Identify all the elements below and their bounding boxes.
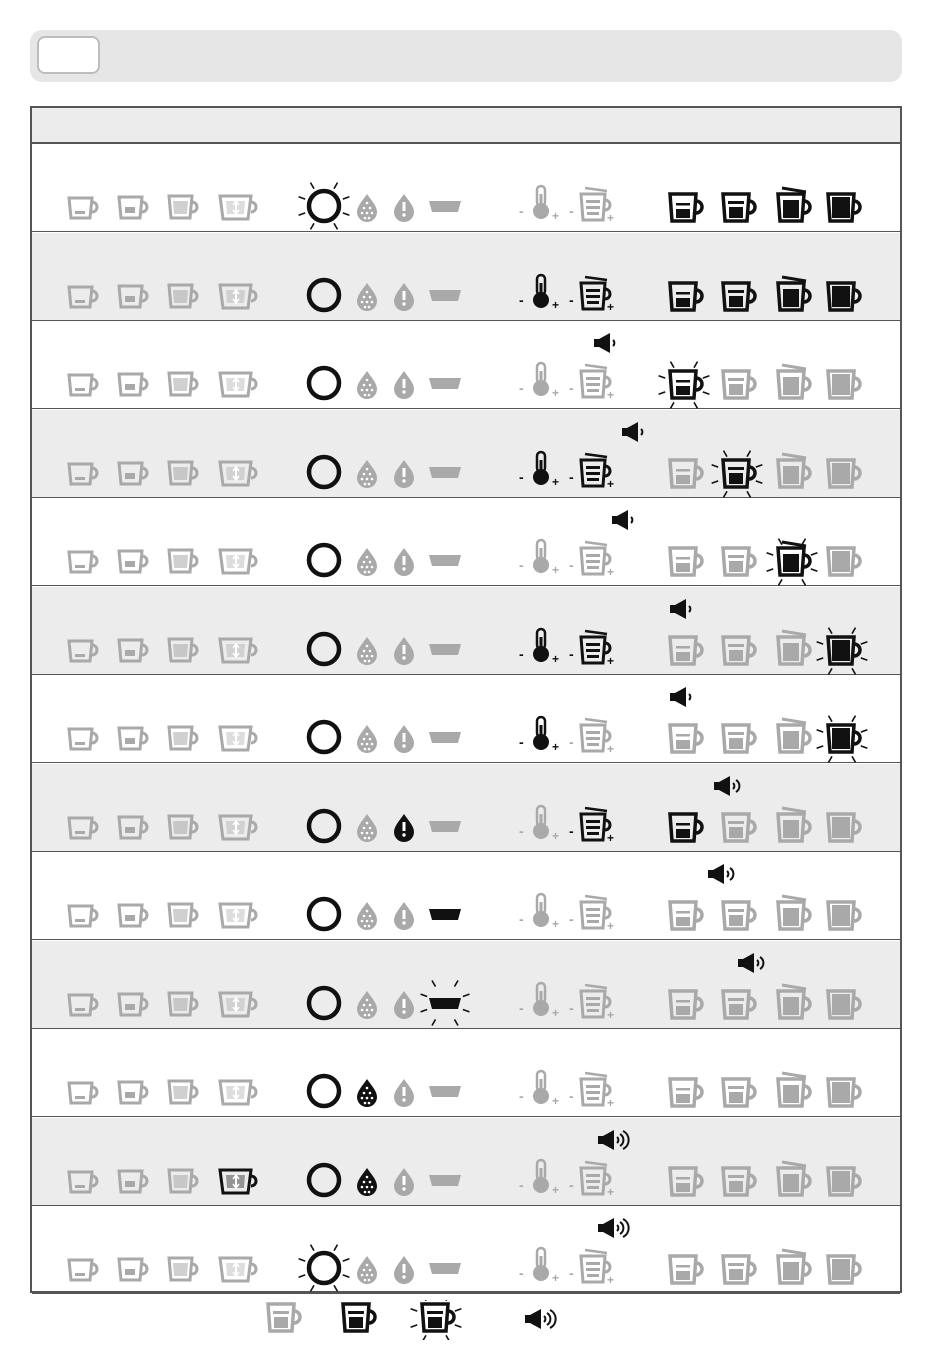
sound-icon: [622, 422, 642, 442]
table-row: [32, 498, 900, 586]
header-bar: [30, 30, 902, 82]
power-ring-icon: [309, 1165, 339, 1195]
cup-adjustable-icon: [220, 373, 256, 396]
cup-large-icon: [169, 196, 197, 218]
row-indicators: [32, 410, 900, 498]
coffee-level-3-icon: [778, 1162, 810, 1195]
power-ring-icon: [309, 988, 339, 1018]
temperature-icon: [519, 629, 559, 666]
water-alert-icon: [394, 814, 414, 842]
indicator-table: [30, 106, 902, 1293]
svg-text:+: +: [607, 388, 615, 402]
strength-icon: [569, 985, 614, 1022]
sound-icon: [738, 953, 763, 973]
cup-adjustable-icon: [220, 639, 256, 662]
coffee-level-2-icon: [723, 548, 755, 575]
cup-large-icon: [169, 1081, 197, 1103]
water-alert-icon: [394, 283, 414, 311]
cup-adjustable-icon: [220, 1170, 256, 1193]
svg-text:+: +: [552, 828, 560, 843]
coffee-level-1-icon: [670, 1079, 702, 1106]
descale-drop-icon: [357, 1079, 377, 1107]
svg-text:+: +: [552, 1182, 560, 1197]
coffee-level-3-icon: [778, 454, 810, 487]
legend-on-icon: [343, 1304, 375, 1331]
svg-text:+: +: [552, 1271, 560, 1285]
strength-icon: [569, 188, 614, 225]
strength-icon: [569, 631, 614, 668]
coffee-level-2-icon: [723, 1079, 755, 1106]
coffee-level-3-icon: [778, 1250, 810, 1283]
power-ring-icon: [299, 1245, 350, 1292]
coffee-level-4-icon: [828, 991, 860, 1018]
svg-text:-: -: [569, 291, 574, 308]
svg-text:-: -: [519, 822, 524, 839]
coffee-level-1-icon: [670, 460, 702, 487]
svg-text:-: -: [569, 1088, 574, 1104]
drip-tray-icon: [429, 378, 461, 389]
coffee-level-1-icon: [670, 902, 702, 929]
table-row: [32, 1206, 900, 1294]
coffee-level-4-icon: [817, 716, 868, 763]
cup-medium-icon: [119, 1259, 147, 1280]
strength-icon: [569, 454, 614, 491]
cup-medium-icon: [119, 1171, 147, 1192]
descale-drop-icon: [357, 283, 377, 311]
descale-drop-icon: [357, 725, 377, 753]
water-alert-icon: [394, 637, 414, 665]
svg-text:+: +: [607, 1096, 615, 1110]
legend: [0, 1300, 950, 1340]
svg-text:+: +: [607, 653, 615, 668]
cup-small-icon: [69, 1260, 97, 1280]
svg-text:+: +: [552, 1094, 560, 1108]
cup-small-icon: [69, 464, 97, 484]
svg-text:-: -: [569, 645, 574, 662]
strength-icon: [569, 1162, 614, 1199]
temperature-icon: [519, 1071, 559, 1108]
svg-text:-: -: [519, 468, 524, 485]
coffee-level-4-icon: [828, 371, 860, 398]
temperature-icon: [519, 452, 559, 489]
sound-icon: [598, 1218, 629, 1238]
row-indicators: [32, 233, 900, 321]
cup-medium-icon: [119, 1082, 147, 1103]
coffee-level-4-icon: [828, 1256, 860, 1283]
cup-large-icon: [169, 639, 197, 661]
row-indicators: [32, 675, 900, 763]
drip-tray-icon: [429, 1086, 461, 1097]
table-row: [32, 410, 900, 498]
cup-large-icon: [169, 1170, 197, 1192]
svg-text:+: +: [552, 740, 560, 754]
coffee-level-1-icon: [670, 814, 702, 841]
water-alert-icon: [394, 1256, 414, 1284]
cup-medium-icon: [119, 994, 147, 1015]
coffee-level-1-icon: [670, 1256, 702, 1283]
svg-text:-: -: [519, 1176, 524, 1193]
table-row: [32, 144, 900, 232]
power-ring-icon: [309, 1076, 339, 1106]
strength-icon: [569, 896, 614, 933]
drip-tray-icon: [429, 467, 461, 478]
drip-tray-icon: [429, 1263, 461, 1274]
cup-small-icon: [69, 995, 97, 1015]
svg-text:-: -: [569, 734, 574, 750]
coffee-level-4-icon: [828, 194, 860, 221]
svg-text:-: -: [569, 557, 574, 573]
row-indicators: [32, 587, 900, 675]
coffee-level-2-icon: [723, 371, 755, 398]
coffee-level-3-icon: [778, 808, 810, 841]
temperature-icon: [519, 186, 559, 223]
cup-small-icon: [69, 818, 97, 838]
water-alert-icon: [394, 371, 414, 399]
coffee-level-3-icon: [778, 985, 810, 1018]
svg-text:+: +: [607, 1007, 615, 1022]
coffee-level-3-icon: [778, 188, 810, 221]
coffee-level-1-icon: [670, 194, 702, 221]
coffee-level-4-icon: [828, 460, 860, 487]
coffee-level-4-icon: [828, 1079, 860, 1106]
table-row: [32, 587, 900, 675]
legend-blink-icon: [411, 1300, 462, 1340]
svg-text:+: +: [607, 299, 615, 314]
cup-medium-icon: [119, 463, 147, 484]
strength-icon: [569, 1073, 614, 1110]
temperature-icon: [519, 275, 559, 312]
coffee-level-1-icon: [670, 991, 702, 1018]
svg-text:+: +: [552, 1005, 560, 1020]
svg-text:+: +: [607, 476, 615, 491]
temperature-icon: [519, 1248, 559, 1285]
svg-text:-: -: [569, 1265, 574, 1281]
coffee-level-3-icon: [778, 631, 810, 664]
cup-large-icon: [169, 993, 197, 1015]
svg-text:+: +: [607, 1184, 615, 1199]
cup-small-icon: [69, 1083, 97, 1103]
svg-text:-: -: [519, 999, 524, 1016]
drip-tray-icon: [429, 909, 461, 920]
cup-small-icon: [69, 552, 97, 572]
cup-small-icon: [69, 641, 97, 661]
power-ring-icon: [309, 545, 339, 575]
svg-text:+: +: [552, 563, 560, 577]
drip-tray-icon: [429, 290, 461, 301]
coffee-level-2-icon: [723, 902, 755, 929]
svg-text:-: -: [569, 1176, 574, 1193]
coffee-level-1-icon: [670, 548, 702, 575]
coffee-level-4-icon: [817, 627, 868, 674]
descale-drop-icon: [357, 371, 377, 399]
coffee-level-2-icon: [723, 725, 755, 752]
cup-large-icon: [169, 462, 197, 484]
cup-adjustable-icon: [220, 550, 256, 573]
table-row: [32, 941, 900, 1029]
cup-medium-icon: [119, 640, 147, 661]
table-row: [32, 675, 900, 763]
svg-text:-: -: [519, 291, 524, 308]
svg-text:+: +: [607, 919, 615, 933]
power-ring-icon: [309, 634, 339, 664]
cup-medium-icon: [119, 728, 147, 749]
legend-sound-icon: [525, 1309, 556, 1329]
row-indicators: [32, 321, 900, 409]
temperature-icon: [519, 806, 559, 843]
cup-large-icon: [169, 816, 197, 838]
power-ring-icon: [309, 899, 339, 929]
sound-icon: [594, 333, 614, 353]
svg-text:-: -: [519, 911, 524, 927]
coffee-level-3-icon: [767, 539, 818, 586]
sound-icon: [670, 687, 690, 707]
svg-text:+: +: [607, 1273, 615, 1287]
svg-text:-: -: [519, 734, 524, 750]
coffee-level-1-icon: [670, 1168, 702, 1195]
table-row: [32, 1029, 900, 1117]
svg-text:-: -: [569, 203, 574, 219]
coffee-level-2-icon: [723, 991, 755, 1018]
svg-text:+: +: [552, 209, 560, 223]
table-row: [32, 233, 900, 321]
water-alert-icon: [394, 1168, 414, 1196]
coffee-level-4-icon: [828, 283, 860, 310]
cup-small-icon: [69, 1172, 97, 1192]
power-ring-icon: [309, 722, 339, 752]
cup-large-icon: [169, 727, 197, 749]
coffee-level-3-icon: [778, 896, 810, 929]
coffee-level-1-icon: [670, 725, 702, 752]
drip-tray-icon: [429, 201, 461, 212]
water-alert-icon: [394, 902, 414, 930]
drip-tray-icon: [429, 644, 461, 655]
cup-large-icon: [169, 550, 197, 572]
cup-adjustable-icon: [220, 462, 256, 485]
coffee-level-4-icon: [828, 548, 860, 575]
temperature-icon: [519, 983, 559, 1020]
coffee-level-2-icon: [723, 194, 755, 221]
svg-text:-: -: [569, 468, 574, 485]
sound-icon: [598, 1130, 629, 1150]
temperature-icon: [519, 717, 559, 754]
cup-large-icon: [169, 373, 197, 395]
svg-text:-: -: [569, 911, 574, 927]
cup-adjustable-icon: [220, 904, 256, 927]
coffee-level-1-icon: [659, 362, 710, 409]
svg-text:+: +: [607, 830, 615, 845]
temperature-icon: [519, 1160, 559, 1197]
row-indicators: [32, 1029, 900, 1117]
cup-adjustable-icon: [220, 1081, 256, 1104]
power-ring-icon: [299, 183, 350, 230]
svg-text:-: -: [519, 557, 524, 573]
strength-icon: [569, 365, 614, 402]
water-alert-icon: [394, 725, 414, 753]
sound-icon: [708, 864, 733, 884]
strength-icon: [569, 719, 614, 756]
cup-adjustable-icon: [220, 816, 256, 839]
drip-tray-icon: [429, 555, 461, 566]
svg-text:-: -: [519, 645, 524, 662]
svg-text:+: +: [607, 211, 615, 225]
table-row: [32, 321, 900, 409]
strength-icon: [569, 542, 614, 579]
descale-drop-icon: [357, 814, 377, 842]
coffee-level-2-icon: [723, 1168, 755, 1195]
power-ring-icon: [309, 811, 339, 841]
cup-small-icon: [69, 729, 97, 749]
descale-drop-icon: [357, 902, 377, 930]
svg-text:+: +: [552, 651, 560, 666]
legend-off-icon: [268, 1304, 300, 1331]
coffee-level-4-icon: [828, 814, 860, 841]
descale-drop-icon: [357, 1256, 377, 1284]
coffee-level-3-icon: [778, 277, 810, 310]
table-header: [32, 108, 900, 144]
svg-text:+: +: [552, 297, 560, 312]
water-alert-icon: [394, 991, 414, 1019]
svg-text:-: -: [519, 203, 524, 219]
cup-adjustable-icon: [220, 196, 256, 219]
cup-adjustable-icon: [220, 285, 256, 308]
coffee-level-2-icon: [712, 450, 763, 497]
cup-medium-icon: [119, 197, 147, 218]
svg-text:-: -: [519, 380, 524, 396]
descale-drop-icon: [357, 637, 377, 665]
cup-medium-icon: [119, 286, 147, 307]
drip-tray-icon: [429, 732, 461, 743]
cup-adjustable-icon: [220, 727, 256, 750]
table-row: [32, 764, 900, 852]
coffee-level-4-icon: [828, 902, 860, 929]
legend-graphic: [0, 1300, 950, 1340]
descale-drop-icon: [357, 1168, 377, 1196]
row-indicators: [32, 144, 900, 232]
strength-icon: [569, 1250, 614, 1287]
power-ring-icon: [309, 368, 339, 398]
svg-text:+: +: [552, 917, 560, 931]
cup-adjustable-icon: [220, 1258, 256, 1281]
coffee-level-3-icon: [778, 719, 810, 752]
row-indicators: [32, 764, 900, 852]
svg-text:+: +: [607, 742, 615, 756]
row-indicators: [32, 1206, 900, 1294]
svg-text:+: +: [552, 474, 560, 489]
drip-tray-icon: [429, 821, 461, 832]
descale-drop-icon: [357, 460, 377, 488]
cup-small-icon: [69, 375, 97, 395]
table-row: [32, 852, 900, 940]
svg-text:-: -: [519, 1088, 524, 1104]
descale-drop-icon: [357, 548, 377, 576]
power-ring-icon: [309, 280, 339, 310]
svg-text:+: +: [607, 565, 615, 579]
cup-small-icon: [69, 906, 97, 926]
cup-small-icon: [69, 198, 97, 218]
sound-icon: [670, 599, 690, 619]
coffee-level-1-icon: [670, 637, 702, 664]
sound-icon: [612, 510, 632, 530]
water-alert-icon: [394, 548, 414, 576]
svg-text:-: -: [569, 999, 574, 1016]
cup-large-icon: [169, 904, 197, 926]
power-ring-icon: [309, 457, 339, 487]
svg-text:+: +: [552, 386, 560, 400]
sound-icon: [714, 776, 739, 796]
coffee-level-4-icon: [828, 1168, 860, 1195]
cup-medium-icon: [119, 551, 147, 572]
water-alert-icon: [394, 460, 414, 488]
coffee-level-2-icon: [723, 283, 755, 310]
coffee-level-1-icon: [670, 283, 702, 310]
table-row: [32, 1118, 900, 1206]
row-indicators: [32, 852, 900, 940]
drip-tray-icon: [421, 980, 470, 1025]
descale-drop-icon: [357, 194, 377, 222]
coffee-level-3-icon: [778, 365, 810, 398]
row-indicators: [32, 1118, 900, 1206]
temperature-icon: [519, 363, 559, 400]
svg-text:-: -: [519, 1265, 524, 1281]
svg-text:-: -: [569, 380, 574, 396]
header-tab: [37, 36, 100, 74]
strength-icon: [569, 808, 614, 845]
descale-drop-icon: [357, 991, 377, 1019]
svg-text:-: -: [569, 822, 574, 839]
cup-large-icon: [169, 1258, 197, 1280]
coffee-level-2-icon: [723, 814, 755, 841]
row-indicators: [32, 498, 900, 586]
coffee-level-2-icon: [723, 637, 755, 664]
coffee-level-3-icon: [778, 1073, 810, 1106]
temperature-icon: [519, 894, 559, 931]
cup-medium-icon: [119, 905, 147, 926]
drip-tray-icon: [429, 1175, 461, 1186]
cup-small-icon: [69, 287, 97, 307]
row-indicators: [32, 941, 900, 1029]
water-alert-icon: [394, 1079, 414, 1107]
strength-icon: [569, 277, 614, 314]
coffee-level-2-icon: [723, 1256, 755, 1283]
cup-medium-icon: [119, 817, 147, 838]
cup-adjustable-icon: [220, 993, 256, 1016]
temperature-icon: [519, 540, 559, 577]
cup-medium-icon: [119, 374, 147, 395]
cup-large-icon: [169, 285, 197, 307]
water-alert-icon: [394, 194, 414, 222]
